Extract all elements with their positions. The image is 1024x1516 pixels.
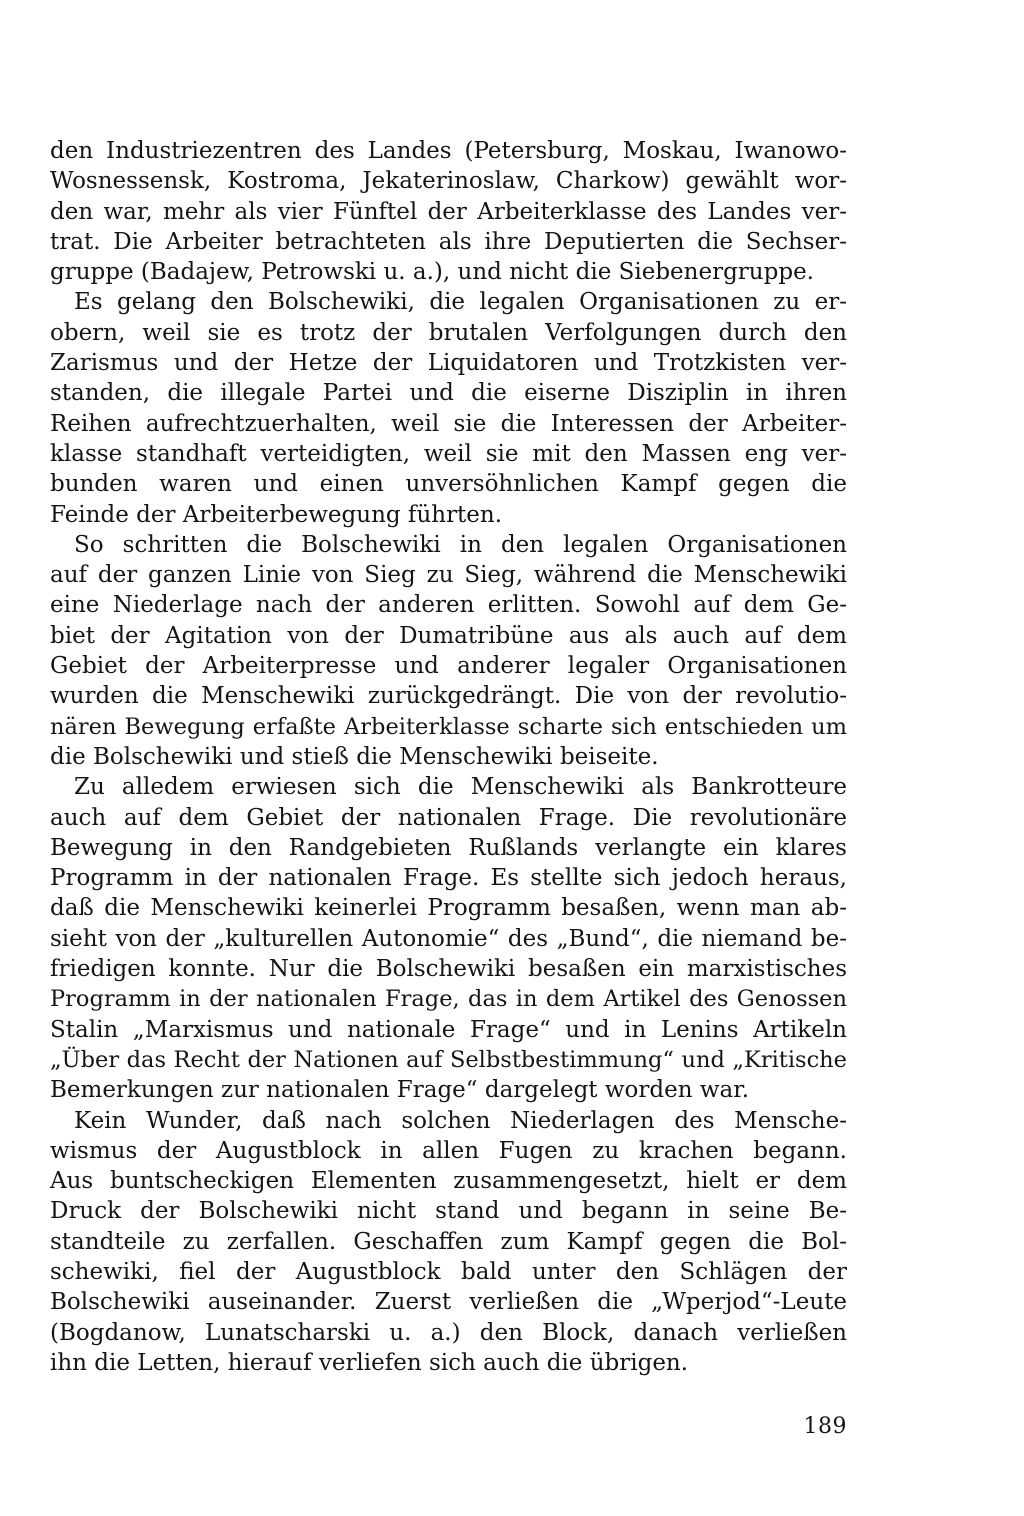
text-line: „Über das Recht der Nationen auf Selbstbestimmung“ und „Kritische [50,1046,847,1073]
text-line: Wosnessensk, Kostroma, Jekaterinoslaw, Charkow) gewählt wor- [50,168,847,195]
text-line: Gebiet der Arbeiterpresse und anderer legaler Organisationen [50,653,847,680]
text-line: die Bolschewiki und stieß die Menschewiki beiseite. [50,743,659,770]
body-text [50,136,847,1378]
text-line: auch auf dem Gebiet der nationalen Frage. Die revolutionäre [50,804,847,831]
text-line: Zarismus und der Hetze der Liquidatoren und Trotzkisten ver- [50,350,847,377]
text-line: den war, mehr als vier Fünftel der Arbeiterklasse des Landes ver- [50,198,847,225]
text-line: Bewegung in den Randgebieten Rußlands verlangte ein klares [50,834,847,861]
text-line: Reihen aufrechtzuerhalten, weil sie die Interessen der Arbeiter- [50,410,847,437]
text-line: Druck der Bolschewiki nicht stand und begann in seine Be- [50,1198,847,1225]
text-line: Zu alledem erwiesen sich die Menschewiki als Bankrotteure [74,774,847,801]
text-line: Es gelang den Bolschewiki, die legalen Organisationen zu er- [74,289,847,316]
text-line: sieht von der „kulturellen Autonomie“ des „Bund“, die niemand be- [50,925,847,952]
text-line: Bolschewiki auseinander. Zuerst verließen die „Wperjod“-Leute [50,1289,847,1316]
text-line: standteile zu zerfallen. Geschaffen zum Kampf gegen die Bol- [50,1228,847,1255]
text-line: ihn die Letten, hierauf verliefen sich auch die übrigen. [50,1349,689,1376]
text-line: Bemerkungen zur nationalen Frage“ dargelegt worden war. [50,1077,750,1104]
text-line: schewiki, fiel der Augustblock bald unter den Schlägen der [50,1258,847,1285]
text-line: Stalin „Marxismus und nationale Frage“ und in Lenins Artikeln [50,1016,847,1043]
text-line: Kein Wunder, daß nach solchen Niederlagen des Mensche- [74,1107,847,1134]
text-line: wurden die Menschewiki zurückgedrängt. Die von der revolutio- [50,683,847,710]
text-line: wismus der Augustblock in allen Fugen zu krachen begann. [50,1137,847,1164]
page-number: 189 [803,1414,847,1439]
text-line: Programm in der nationalen Frage, das in dem Artikel des Genossen [50,986,847,1013]
text-line: eine Niederlage nach der anderen erlitten. Sowohl auf dem Ge- [50,592,847,619]
text-line: klasse standhaft verteidigten, weil sie mit den Massen eng ver- [50,440,847,467]
text-line: biet der Agitation von der Dumatribüne aus als auch auf dem [50,622,847,649]
text-line: Feinde der Arbeiterbewegung führten. [50,501,503,528]
text-line: gruppe (Badajew, Petrowski u. a.), und nicht die Siebenergruppe. [50,259,814,286]
text-line: daß die Menschewiki keinerlei Programm besaßen, wenn man ab- [50,895,847,922]
text-line: (Bogdanow, Lunatscharski u. a.) den Block, danach verließen [50,1319,847,1346]
text-line: standen, die illegale Partei und die eiserne Disziplin in ihren [50,380,847,407]
text-line: auf der ganzen Linie von Sieg zu Sieg, während die Menschewiki [50,562,847,589]
text-line: nären Bewegung erfaßte Arbeiterklasse scharte sich entschieden um [50,713,847,740]
text-line: den Industriezentren des Landes (Petersburg, Moskau, Iwanowo- [50,138,847,164]
text-line: bunden waren und einen unversöhnlichen Kampf gegen die [50,471,847,498]
text-line: Aus buntscheckigen Elementen zusammengesetzt, hielt er dem [50,1168,847,1195]
text-line: obern, weil sie es trotz der brutalen Verfolgungen durch den [50,319,847,346]
text-line: Programm in der nationalen Frage. Es stellte sich jedoch heraus, [50,865,847,892]
text-line: trat. Die Arbeiter betrachteten als ihre Deputierten die Sechser- [50,228,847,255]
text-line: friedigen konnte. Nur die Bolschewiki besaßen ein marxistisches [50,956,847,983]
text-line: So schritten die Bolschewiki in den legalen Organisationen [74,531,847,558]
